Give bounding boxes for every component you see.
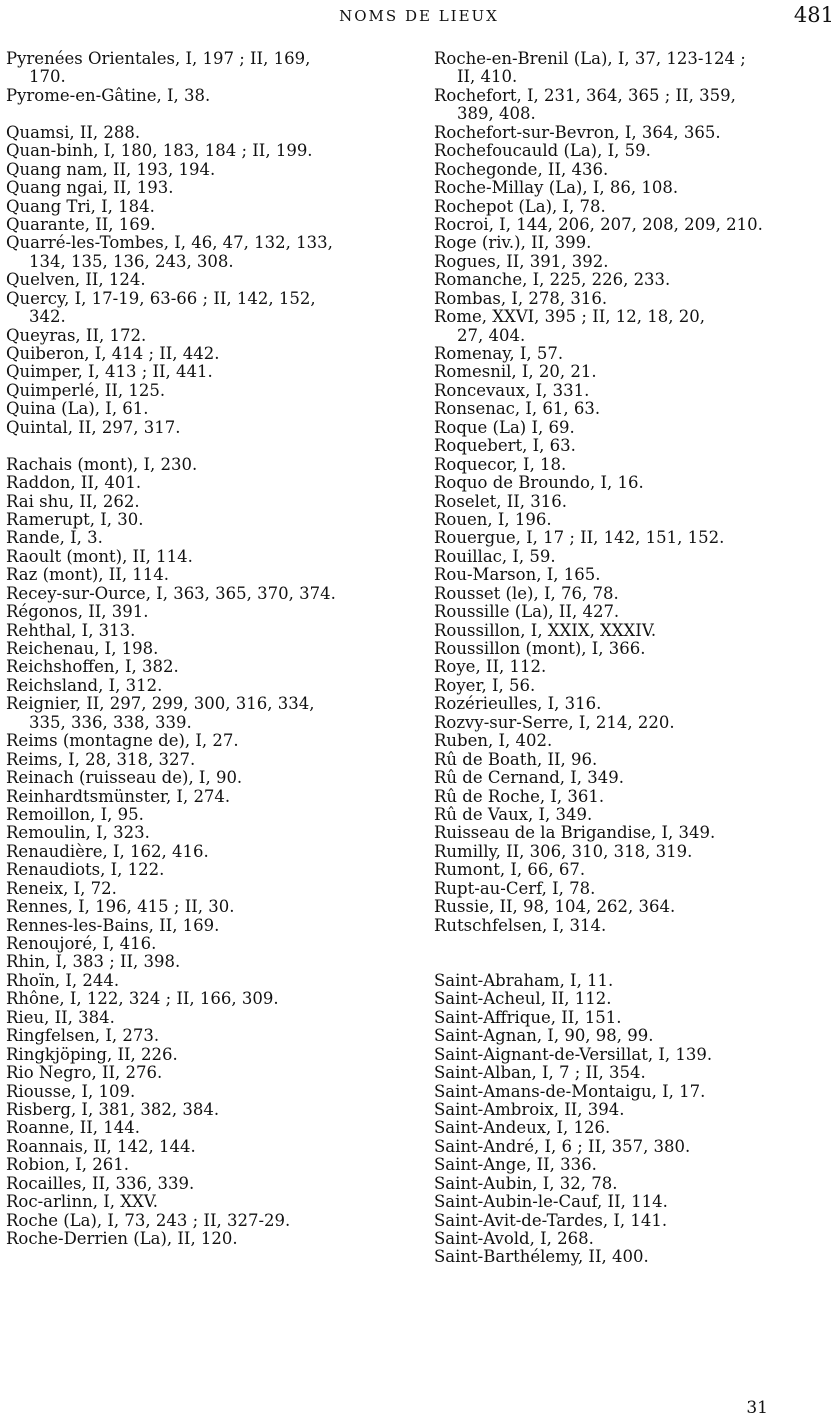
index-entry: Ramerupt, I, 30. [6,509,144,529]
index-entry: Robion, I, 261. [6,1155,129,1175]
index-entry: Saint-Agnan, I, 90, 98, 99. [434,1026,654,1046]
index-entry: Raoult (mont), II, 114. [6,546,193,566]
index-entry: Rogues, II, 391, 392. [434,251,609,271]
index-entry: Reignier, II, 297, 299, 300, 316, 334, [6,694,315,714]
index-entry: Saint-Ange, II, 336. [434,1155,597,1175]
index-entry: Rachais (mont), I, 230. [6,454,198,474]
index-entry: Rumilly, II, 306, 310, 318, 319. [434,841,693,861]
index-entry-continuation: 389, 408. [457,104,536,124]
index-entry: Reichsland, I, 312. [6,675,163,695]
index-entry: Queyras, II, 172. [6,325,147,345]
index-entry: Saint-Abraham, I, 11. [434,970,614,990]
index-entry: Rio Negro, II, 276. [6,1063,163,1083]
index-entry-continuation: 170. [29,67,66,87]
index-entry: Saint-Barthélemy, II, 400. [434,1247,649,1267]
index-entry: Russie, II, 98, 104, 262, 364. [434,897,676,917]
index-entry: Saint-Andeux, I, 126. [434,1118,611,1138]
index-entry: Roanne, II, 144. [6,1118,140,1138]
index-entry: Quintal, II, 297, 317. [6,417,181,437]
index-entry: Rieu, II, 384. [6,1007,115,1027]
index-entry: Rozvy-sur-Serre, I, 214, 220. [434,712,675,732]
index-entry: Risberg, I, 381, 382, 384. [6,1099,220,1119]
index-entry: Quamsi, II, 288. [6,122,141,142]
index-entry: Royer, I, 56. [434,675,536,695]
index-entry: Rande, I, 3. [6,528,103,548]
index-entry: Rhoïn, I, 244. [6,970,120,990]
index-entry: Rochefoucauld (La), I, 59. [434,141,651,161]
blank-line [434,953,838,971]
running-title: NOMS DE LIEUX [339,7,499,25]
index-entry: Roge (riv.), II, 399. [434,233,592,253]
index-entry: Rû de Boath, II, 96. [434,749,598,769]
index-entry: Rupt-au-Cerf, I, 78. [434,878,596,898]
index-entry: Reims, I, 28, 318, 327. [6,749,196,769]
index-entry: Régonos, II, 391. [6,602,149,622]
index-entry: Saint-Aubin, I, 32, 78. [434,1173,618,1193]
index-entry: Ringkjöping, II, 226. [6,1044,178,1064]
blank-line [434,935,838,953]
index-entry: Rocroi, I, 144, 206, 207, 208, 209, 210. [434,214,763,234]
index-entry: Rumont, I, 66, 67. [434,860,586,880]
index-entry-continuation: 342. [29,307,66,327]
index-entry: Saint-Aubin-le-Cauf, II, 114. [434,1192,668,1212]
index-entry: Rochefort, I, 231, 364, 365 ; II, 359, [434,85,736,105]
index-entry: Roque (La) I, 69. [434,417,575,437]
index-entry: Reneix, I, 72. [6,878,117,898]
index-entry: Quimper, I, 413 ; II, 441. [6,362,213,382]
index-entry: Reinhardtsmünster, I, 274. [6,786,231,806]
index-entry: Reichenau, I, 198. [6,639,159,658]
index-entry: Rombas, I, 278, 316. [434,288,608,308]
index-entry-continuation: 134, 135, 136, 243, 308. [29,251,234,271]
index-entry: Roselet, II, 316. [434,491,568,511]
index-entry: Quang nam, II, 193, 194. [6,159,216,179]
index-entry: Renaudiots, I, 122. [6,860,165,880]
index-entry: Roussillon (mont), I, 366. [434,639,646,658]
index-entry: Saint-Avit-de-Tardes, I, 141. [434,1210,668,1230]
index-entry-continuation: II, 410. [457,67,518,87]
index-entry: Rochefort-sur-Bevron, I, 364, 365. [434,122,721,142]
index-entry: Saint-Alban, I, 7 ; II, 354. [434,1063,646,1083]
index-entry: Pyrenées Orientales, I, 197 ; II, 169, [6,49,311,68]
index-entry: Ringfelsen, I, 273. [6,1026,160,1046]
index-entry: Romenay, I, 57. [434,344,564,363]
index-entry: Quang Tri, I, 184. [6,196,155,216]
index-entry: Roche-en-Brenil (La), I, 37, 123-124 ; [434,49,746,68]
index-entry: Rhin, I, 383 ; II, 398. [6,952,181,972]
index-entry: Roche-Millay (La), I, 86, 108. [434,178,679,198]
index-entry: Reims (montagne de), I, 27. [6,731,239,751]
index-entry: Roussillon, I, XXIX, XXXIV. [434,620,657,640]
index-entry: Rome, XXVI, 395 ; II, 12, 18, 20, [434,307,705,327]
index-entry: Rai shu, II, 262. [6,491,140,511]
index-entry: Raz (mont), II, 114. [6,565,170,585]
index-entry: Rû de Vaux, I, 349. [434,804,593,824]
index-entry: Remoulin, I, 323. [6,823,150,843]
index-entry: Rû de Roche, I, 361. [434,786,605,806]
index-entry: Roquecor, I, 18. [434,454,567,474]
index-entry: Pyrome-en-Gâtine, I, 38. [6,85,211,105]
index-entry: Roye, II, 112. [434,657,547,677]
index-entry: Romesnil, I, 20, 21. [434,362,597,382]
index-entry: Saint-André, I, 6 ; II, 357, 380. [434,1136,691,1156]
index-column-right [434,50,838,1267]
index-entry-continuation: 335, 336, 338, 339. [29,712,192,732]
index-entry: Rochepot (La), I, 78. [434,196,606,216]
blank-line [6,437,424,455]
index-entry: Saint-Acheul, II, 112. [434,989,612,1009]
index-entry: Quercy, I, 17-19, 63-66 ; II, 142, 152, [6,288,316,308]
index-entry: Rû de Cernand, I, 349. [434,768,625,788]
index-entry: Saint-Amans-de-Montaigu, I, 17. [434,1081,706,1101]
index-entry: Saint-Affrique, II, 151. [434,1007,622,1027]
index-entry: Rhône, I, 122, 324 ; II, 166, 309. [6,989,279,1009]
index-entry: Rousset (le), I, 76, 78. [434,583,619,603]
index-entry: Roche-Derrien (La), II, 120. [6,1229,238,1248]
index-entry: Roquo de Broundo, I, 16. [434,473,644,493]
index-entry: Ruben, I, 402. [434,731,553,751]
index-entry: Rocailles, II, 336, 339. [6,1173,195,1193]
index-entry: Roncevaux, I, 331. [434,380,590,400]
index-entry: Saint-Avold, I, 268. [434,1229,594,1248]
index-entry: Rennes-les-Bains, II, 169. [6,915,220,935]
index-entry: Roannais, II, 142, 144. [6,1136,196,1156]
index-entry: Reichshoffen, I, 382. [6,657,179,677]
page-header [0,3,838,29]
index-entry: Romanche, I, 225, 226, 233. [434,270,671,290]
index-entry: Ronsenac, I, 61, 63. [434,399,601,419]
index-entry: Quelven, II, 124. [6,270,146,290]
index-entry: Rouillac, I, 59. [434,546,556,566]
index-entry: Rouen, I, 196. [434,509,552,529]
index-entry: Rou-Marson, I, 165. [434,565,601,585]
index-entry: Roquebert, I, 63. [434,436,576,456]
index-entry: Quimperlé, II, 125. [6,380,166,400]
blank-line [6,105,424,123]
index-entry: Rochegonde, II, 436. [434,159,609,179]
index-entry: Renoujoré, I, 416. [6,934,157,953]
index-column-left [6,50,424,1248]
index-entry: Quan-binh, I, 180, 183, 184 ; II, 199. [6,141,313,161]
index-entry-continuation: 27, 404. [457,325,526,345]
index-entry: Raddon, II, 401. [6,473,142,493]
index-entry: Rouergue, I, 17 ; II, 142, 151, 152. [434,528,725,548]
index-entry: Quarante, II, 169. [6,214,156,234]
index-entry: Rutschfelsen, I, 314. [434,915,607,935]
index-entry: Rennes, I, 196, 415 ; II, 30. [6,897,235,917]
index-entry: Saint-Aignant-de-Versillat, I, 139. [434,1044,713,1064]
index-entry: Quiberon, I, 414 ; II, 442. [6,344,220,363]
index-entry: Saint-Ambroix, II, 394. [434,1099,625,1119]
index-entry: Rozérieulles, I, 316. [434,694,602,714]
index-entry: Ruisseau de la Brigandise, I, 349. [434,823,716,843]
index-entry: Quina (La), I, 61. [6,399,149,419]
index-entry: Roussille (La), II, 427. [434,602,620,622]
index-entry: Rehthal, I, 313. [6,620,136,640]
index-entry: Recey-sur-Ource, I, 363, 365, 370, 374. [6,583,336,603]
index-entry: Quang ngai, II, 193. [6,178,174,198]
page-number: 481 [793,3,834,27]
index-entry: Roc-arlinn, I, XXV. [6,1192,158,1212]
index-entry: Reinach (ruisseau de), I, 90. [6,768,243,788]
index-entry: Remoillon, I, 95. [6,804,144,824]
signature-mark: 31 [746,1398,768,1418]
index-entry: Riousse, I, 109. [6,1081,136,1101]
index-entry: Renaudière, I, 162, 416. [6,841,209,861]
index-entry: Quarré-les-Tombes, I, 46, 47, 132, 133, [6,233,333,253]
index-entry: Roche (La), I, 73, 243 ; II, 327-29. [6,1210,291,1230]
